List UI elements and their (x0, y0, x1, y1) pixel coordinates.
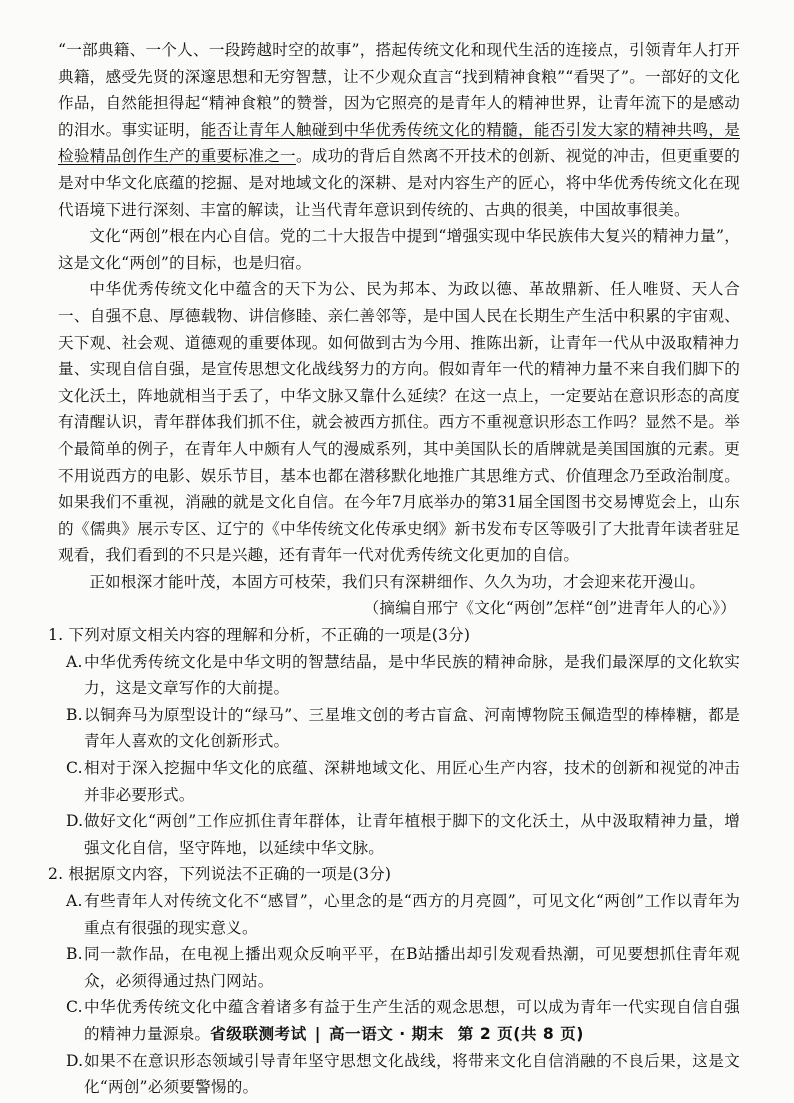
exam-name: 省级联测考试 (210, 1025, 307, 1043)
question-stem: 1. 下列对原文相关内容的理解和分析，不正确的一项是(3分) (48, 626, 471, 645)
subject-name: 高一语文 · 期末 (328, 1025, 444, 1043)
option-b: B. 以铜奔马为原型设计的“绿马”、三星堆文创的考古盲盒、河南博物院玉佩造型的棒棒糖，都是青年人喜欢的文化创新形式。 (66, 705, 740, 751)
option-d: D. 如果不在意识形态领域引导青年坚守思想文化战线，将带来文化自信消融的不良后果，这是文化“两创”必须要警惕的。 (66, 1051, 740, 1097)
option-a: A. 有些青年人对传统文化不“感冒”，心里念的是“西方的月亮圆”，可见文化“两创”工作以青年为重点有很强的现实意义。 (66, 892, 740, 937)
question-2 (48, 861, 740, 1100)
question-1 (48, 622, 740, 861)
page-number: 第 2 页(共 8 页) (457, 1025, 584, 1043)
option-d: D. 做好文化“两创”工作应抓住青年群体，让青年植根于脚下的文化沃土，从中汲取精神力量，增强文化自信，坚守阵地，以延续中华文脉。 (66, 812, 740, 857)
option-a: A. 中华优秀传统文化是中华文明的智慧结晶，是中华民族的精神命脉，是我们最深厚的文化软实力，这是文章写作的大前提。 (66, 652, 740, 698)
underlined-sentence: 能否让青年人触碰到中华优秀传统文化的精髓，能否引发大家的精神共鸣，是检验精品创作生产的重要标准之一 (58, 120, 740, 166)
option-c: C. 相对于深入挖掘中华文化的底蕴、深耕地域文化、用匠心生产内容，技术的创新和视觉的冲击并非必要形式。 (66, 759, 740, 804)
paragraph-1: “一部典籍、一个人、一段跨越时空的故事”，搭起传统文化和现代生活的连接点，引领青年人打开典籍，感受先贤的深邃思想和无穷智慧，让不少观众直言“找到精神食粮”“看哭了”。一部好的文化作品，自然能担得起“精神食粮”的赞誉，因为它照亮的是青年人的精神世界，让青年流下的是感动的泪水。事实证明，能否让青年人触碰到中华优秀传统文化的精髓，能否引发大家的精神共鸣，是检验精品创作生产的重要标准之一。成功的背后自然离不开技术的创新、视觉的冲击，但更重要的是对中华文化底蕴的挖掘、是对地域文化的深耕、是对内容生产的匠心，将中华优秀传统文化在现代语境下进行深刻、丰富的解读，让当代青年意识到传统的、古典的很美，中国故事很美。 (58, 41, 740, 219)
source-citation: （摘编自邢宁《文化“两创”怎样“创”进青年人的心》） (363, 599, 736, 618)
question-stem: 2. 根据原文内容，下列说法不正确的一项是(3分) (48, 865, 392, 884)
option-c: C. 中华优秀传统文化中蕴含着诸多有益于生产生活的观念思想，可以成为青年一代实现自信自强的精神力量源泉。 (66, 998, 740, 1043)
page-footer (0, 1022, 794, 1044)
paragraph-3: 中华优秀传统文化中蕴含的天下为公、民为邦本、为政以德、革故鼎新、任人唯贤、天人合一、自强不息、厚德载物、讲信修睦、亲仁善邻等，是中国人民在长期生产生活中积累的宇宙观、天下观、社会观、道德观的重要体现。如何做到古为今用、推陈出新，让青年一代从中汲取精神力量、实现自信自强，是宣传思想文化战线努力的方向。假如青年一代的精神力量不来自我们脚下的文化沃土，阵地就相当于丢了，中华文脉又靠什么延续？在这一点上，一定要站在意识形态的高度有清醒认识，青年群体我们抓不住，就会被西方抓住。西方不重视意识形态工作吗？显然不是。举个最简单的例子，在青年人中颇有人气的漫威系列，其中美国队长的盾牌就是美国国旗的元素。更不用说西方的电影、娱乐节目，基本也都在潜移默化地推广其思维方式、价值理念乃至政治制度。如果我们不重视，消融的就是文化自信。在今年7月底举办的第31届全国图书交易博览会上，山东的《儒典》展示专区、辽宁的《中华传统文化传承史纲》新书发布专区等吸引了大批青年读者驻足观看，我们看到的不只是兴趣，还有青年一代对优秀传统文化更加的自信。 (58, 280, 740, 565)
document-page (48, 37, 740, 1101)
option-b: B. 同一款作品，在电视上播出观众反响平平，在B站播出却引发观看热潮，可见要想抓住青年观众，必须得通过热门网站。 (66, 945, 740, 990)
footer-separator: | (314, 1025, 321, 1043)
paragraph-4: 正如根深才能叶茂，本固方可枝荣，我们只有深耕细作、久久为功，才会迎来花开漫山。 (89, 572, 706, 591)
paragraph-2: 文化“两创”根在内心自信。党的二十大报告中提到“增强实现中华民族伟大复兴的精神力量”，这是文化“两创”的目标，也是归宿。 (58, 227, 740, 272)
